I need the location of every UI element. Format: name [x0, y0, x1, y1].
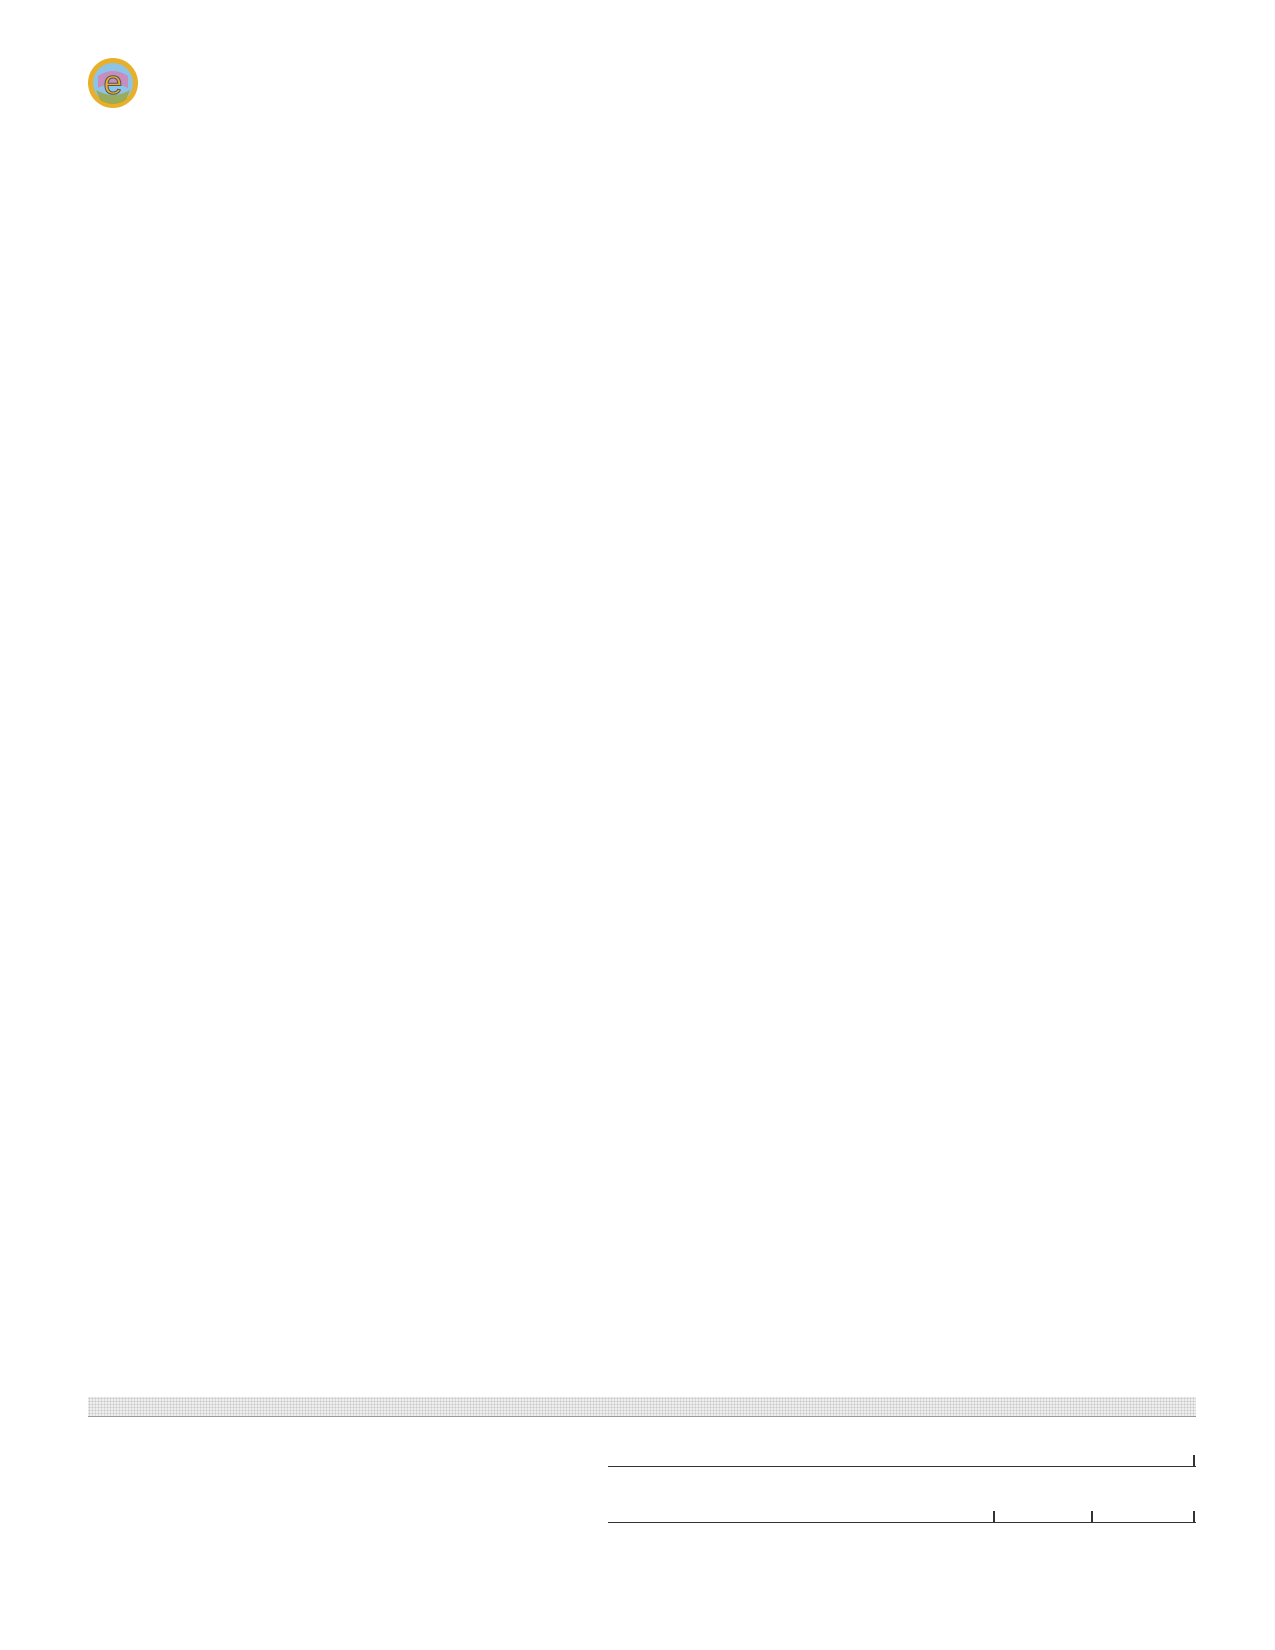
signature-tick [993, 1511, 995, 1523]
signature-line[interactable] [608, 1522, 1196, 1523]
svg-text:e: e [103, 64, 123, 102]
ccv-tick [1091, 1511, 1093, 1523]
bottom-color-bar [608, 1573, 1196, 1607]
credit-card-tick [1193, 1455, 1195, 1467]
budget-details-header [88, 1397, 1196, 1417]
credit-card-line[interactable] [608, 1466, 1196, 1467]
exp-date-tick [1193, 1511, 1195, 1523]
